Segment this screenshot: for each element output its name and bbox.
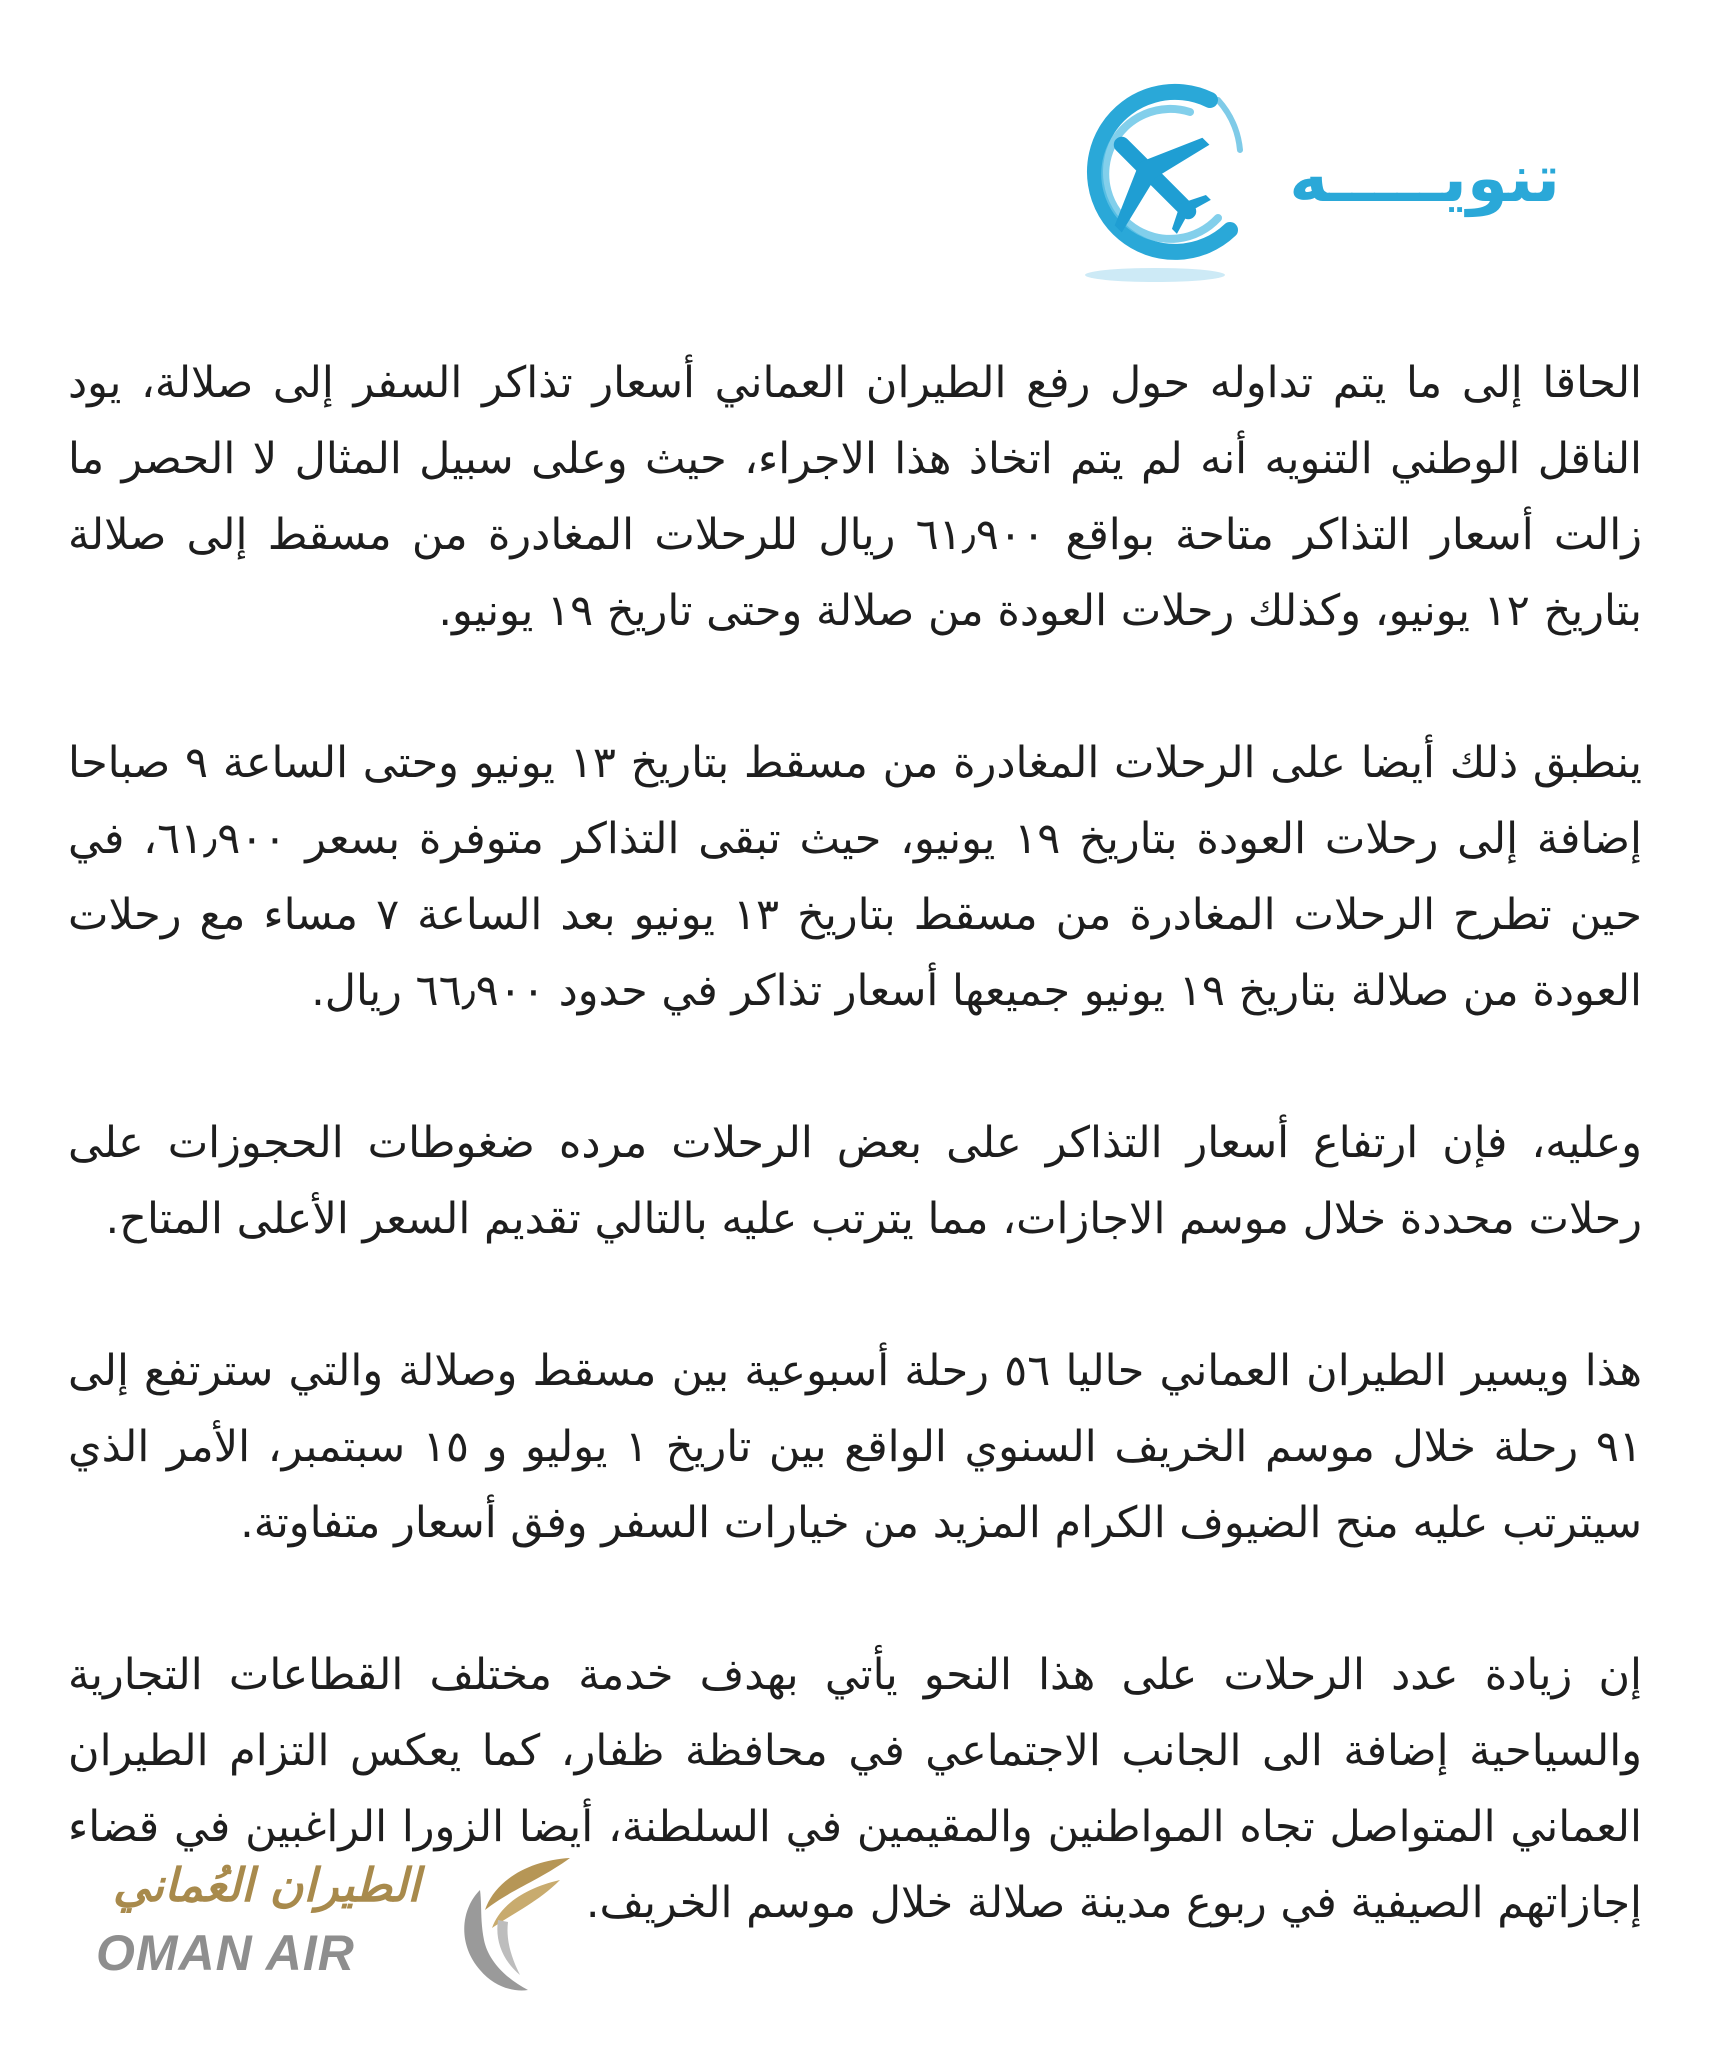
paragraph-1: الحاقا إلى ما يتم تداوله حول رفع الطيران العماني أسعار تذاكر السفر إلى صلالة، يود الناقل الوطني التنويه أنه لم يتم اتخاذ هذا الاجراء، حيث وعلى سبيل المثال لا الحصر ما زالت أسعار التذاكر متاحة بواقع ٦١٫٩٠٠ ريال للرحلات المغادرة من مسقط إلى صلالة بتاريخ ١٢ يونيو، وكذلك رحلات العودة من صلالة وحتى تاريخ ١٩ يونيو. bbox=[68, 358, 1642, 636]
airplane-circle-icon bbox=[1040, 60, 1270, 290]
page-title: تنويـــــه bbox=[1289, 140, 1560, 217]
paragraph-2: ينطبق ذلك أيضا على الرحلات المغادرة من مسقط بتاريخ ١٣ يونيو وحتى الساعة ٩ صباحا إضافة إلى رحلات العودة بتاريخ ١٩ يونيو، حيث تبقى التذاكر متوفرة بسعر ٦١٫٩٠٠، في حين تطرح الرحلات المغادرة من مسقط بتاريخ ١٣ يونيو بعد الساعة ٧ مساء مع رحلات العودة من صلالة بتاريخ ١٩ يونيو جميعها أسعار تذاكر في حدود ٦٦٫٩٠٠ ريال. bbox=[68, 738, 1642, 1016]
brand-name-english: OMAN AIR bbox=[96, 1925, 355, 1981]
header bbox=[0, 60, 1710, 300]
paragraph-5: إن زيادة عدد الرحلات على هذا النحو يأتي بهدف خدمة مختلف القطاعات التجارية والسياحية إضافة الى الجانب الاجتماعي في محافظة ظفار، كما يعكس التزام الطيران العماني المتواصل تجاه المواطنين والمقيمين في السلطنة، أيضا الزورا الراغبين في قضاء إجازاتهم الصيفية في ربوع مدينة صلالة خلال موسم الخريف. bbox=[68, 1650, 1642, 1928]
oman-air-wing-icon bbox=[440, 1850, 580, 2000]
brand-name-arabic: الطيران العُماني bbox=[112, 1858, 420, 1912]
announcement-body bbox=[68, 345, 1642, 2017]
paragraph-4: هذا ويسير الطيران العماني حاليا ٥٦ رحلة أسبوعية بين مسقط وصلالة والتي سترتفع إلى ٩١ رحلة خلال موسم الخريف السنوي الواقع بين تاريخ ١ يوليو و ١٥ سبتمبر، الأمر الذي سيترتب عليه منح الضيوف الكرام المزيد من خيارات السفر وفق أسعار متفاوتة. bbox=[68, 1346, 1643, 1548]
paragraph-3: وعليه، فإن ارتفاع أسعار التذاكر على بعض الرحلات مرده ضغوطات الحجوزات على رحلات محددة خلال موسم الاجازات، مما يترتب عليه بالتالي تقديم السعر الأعلى المتاح. bbox=[68, 1118, 1642, 1244]
